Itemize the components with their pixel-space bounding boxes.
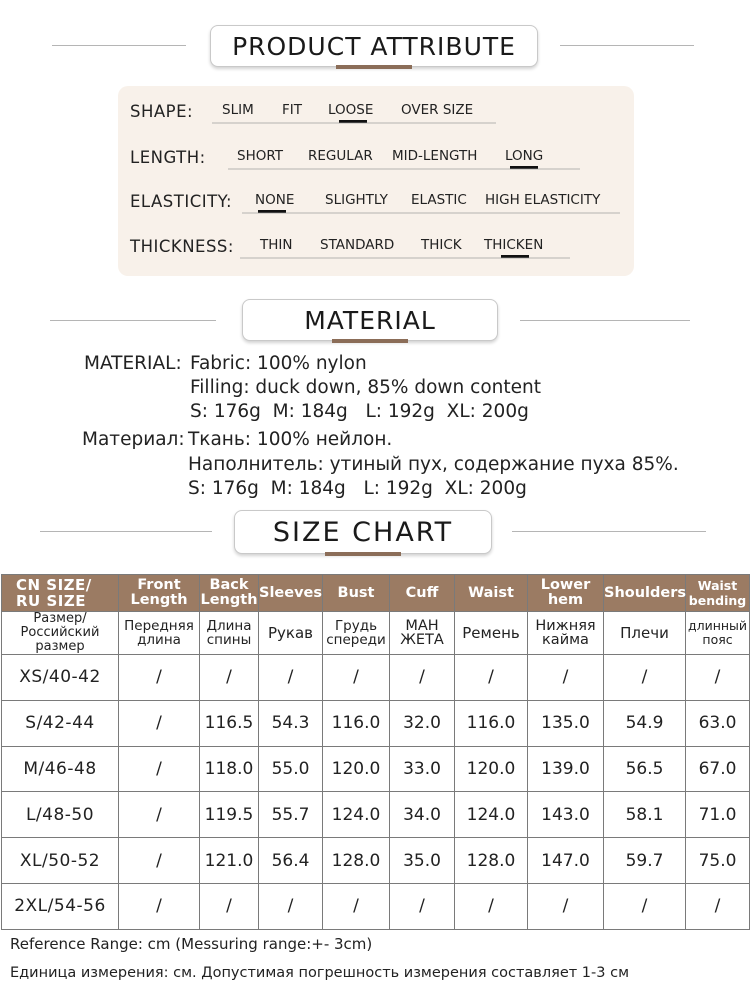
table-row bbox=[2, 655, 750, 701]
table-cell: / bbox=[455, 655, 528, 701]
column-header: Lower hem bbox=[528, 575, 604, 612]
attribute-label: SHAPE: bbox=[130, 102, 194, 121]
option-baseline bbox=[212, 122, 496, 124]
table-cell: 67.0 bbox=[686, 746, 750, 792]
table-cell: 128.0 bbox=[323, 838, 390, 884]
table-cell: 120.0 bbox=[323, 746, 390, 792]
size-cell: M/46-48 bbox=[2, 746, 119, 792]
attribute-label: THICKNESS: bbox=[130, 237, 234, 256]
table-cell: 116.0 bbox=[323, 700, 390, 746]
material-line: Ткань: 100% нейлон. bbox=[188, 429, 393, 450]
material-line: Наполнитель: утиный пух, содержание пуха 85%. bbox=[188, 454, 679, 475]
column-header-ru: Размер/ Российский размер bbox=[2, 612, 119, 655]
table-cell: 120.0 bbox=[455, 746, 528, 792]
table-row bbox=[2, 838, 750, 884]
column-header-ru: Рукав bbox=[259, 612, 323, 655]
attribute-row-length bbox=[118, 144, 634, 184]
column-header: Sleeves bbox=[259, 575, 323, 612]
table-cell: / bbox=[604, 883, 686, 929]
attribute-option: HIGH ELASTICITY bbox=[485, 192, 601, 208]
attribute-option-selected: LONG bbox=[505, 148, 544, 164]
attribute-option: FIT bbox=[282, 102, 302, 118]
attribute-option: THIN bbox=[260, 237, 293, 253]
table-cell: / bbox=[323, 655, 390, 701]
column-header: Back Length bbox=[200, 575, 259, 612]
table-cell: 56.4 bbox=[259, 838, 323, 884]
table-cell: 119.5 bbox=[200, 792, 259, 838]
table-cell: / bbox=[119, 883, 200, 929]
material-section-title bbox=[242, 299, 498, 341]
table-cell: 63.0 bbox=[686, 700, 750, 746]
table-row bbox=[2, 746, 750, 792]
table-cell: 54.9 bbox=[604, 700, 686, 746]
material-line: S: 176g M: 184g L: 192g XL: 200g bbox=[188, 478, 527, 499]
attribute-row-elasticity bbox=[118, 188, 634, 228]
size-cell: XL/50-52 bbox=[2, 838, 119, 884]
column-header: Waist bbox=[455, 575, 528, 612]
divider-left bbox=[52, 45, 186, 46]
table-cell: / bbox=[604, 655, 686, 701]
material-line: Fabric: 100% nylon bbox=[190, 353, 367, 374]
option-baseline bbox=[240, 257, 570, 259]
table-cell: / bbox=[323, 883, 390, 929]
column-header: Front Length bbox=[119, 575, 200, 612]
table-cell: 56.5 bbox=[604, 746, 686, 792]
table-cell: 75.0 bbox=[686, 838, 750, 884]
divider-right bbox=[512, 531, 706, 532]
table-cell: / bbox=[390, 883, 455, 929]
column-header-ru: МАН ЖЕТА bbox=[390, 612, 455, 655]
attribute-option: OVER SIZE bbox=[401, 102, 474, 118]
table-cell: 34.0 bbox=[390, 792, 455, 838]
size-cell: XS/40-42 bbox=[2, 655, 119, 701]
table-cell: 33.0 bbox=[390, 746, 455, 792]
table-row bbox=[2, 792, 750, 838]
table-cell: 118.0 bbox=[200, 746, 259, 792]
divider-left bbox=[40, 531, 212, 532]
title-accent-bar bbox=[325, 552, 401, 556]
table-header-en bbox=[2, 575, 750, 612]
table-cell: 54.3 bbox=[259, 700, 323, 746]
column-header: CN SIZE/ RU SIZE bbox=[2, 575, 119, 612]
column-header-ru: Длина спины bbox=[200, 612, 259, 655]
attribute-option: THICK bbox=[421, 237, 462, 253]
table-cell: 147.0 bbox=[528, 838, 604, 884]
column-header: Cuff bbox=[390, 575, 455, 612]
table-cell: / bbox=[119, 792, 200, 838]
table-cell: 58.1 bbox=[604, 792, 686, 838]
table-cell: 35.0 bbox=[390, 838, 455, 884]
table-cell: / bbox=[200, 883, 259, 929]
table-cell: / bbox=[259, 883, 323, 929]
attribute-option-selected: LOOSE bbox=[328, 102, 374, 118]
divider-right bbox=[560, 45, 694, 46]
table-cell: / bbox=[528, 655, 604, 701]
table-cell: / bbox=[686, 883, 750, 929]
table-cell: / bbox=[390, 655, 455, 701]
table-cell: 55.7 bbox=[259, 792, 323, 838]
attribute-option-selected: THICKEN bbox=[484, 237, 544, 253]
attribute-section-title bbox=[210, 25, 538, 67]
title-accent-bar bbox=[336, 65, 412, 69]
table-row bbox=[2, 700, 750, 746]
table-cell: 121.0 bbox=[200, 838, 259, 884]
reference-range-note-en: Reference Range: cm (Messuring range:+- 3cm) bbox=[10, 935, 373, 953]
column-header-ru: Нижняя кайма bbox=[528, 612, 604, 655]
material-label-en: MATERIAL: bbox=[84, 353, 182, 374]
attribute-panel bbox=[118, 86, 634, 276]
attribute-option: STANDARD bbox=[320, 237, 395, 253]
column-header: Waist bending bbox=[686, 575, 750, 612]
table-cell: 59.7 bbox=[604, 838, 686, 884]
divider-right bbox=[520, 320, 690, 321]
column-header-ru: Ремень bbox=[455, 612, 528, 655]
attribute-option: SLIGHTLY bbox=[325, 192, 388, 208]
attribute-option: SHORT bbox=[237, 148, 283, 164]
attribute-option: REGULAR bbox=[308, 148, 373, 164]
column-header-ru: длинный пояс bbox=[686, 612, 750, 655]
table-cell: / bbox=[259, 655, 323, 701]
size-chart-title-text: SIZE CHART bbox=[272, 516, 454, 548]
attribute-label: LENGTH: bbox=[130, 148, 206, 167]
size-chart-table bbox=[1, 574, 750, 930]
table-cell: 32.0 bbox=[390, 700, 455, 746]
divider-left bbox=[50, 320, 216, 321]
attribute-label: ELASTICITY: bbox=[130, 192, 233, 211]
table-cell: 124.0 bbox=[323, 792, 390, 838]
table-cell: 128.0 bbox=[455, 838, 528, 884]
column-header: Shoulders bbox=[604, 575, 686, 612]
table-cell: 55.0 bbox=[259, 746, 323, 792]
table-cell: / bbox=[686, 655, 750, 701]
size-chart-section-title bbox=[234, 510, 492, 554]
attribute-row-shape bbox=[118, 98, 634, 138]
table-cell: / bbox=[455, 883, 528, 929]
attribute-option: MID-LENGTH bbox=[392, 148, 478, 164]
table-cell: 116.0 bbox=[455, 700, 528, 746]
size-cell: L/48-50 bbox=[2, 792, 119, 838]
attribute-row-thickness bbox=[118, 233, 634, 273]
attribute-option: SLIM bbox=[222, 102, 254, 118]
column-header: Bust bbox=[323, 575, 390, 612]
table-cell: 116.5 bbox=[200, 700, 259, 746]
material-line: S: 176g M: 184g L: 192g XL: 200g bbox=[190, 401, 529, 422]
table-cell: 71.0 bbox=[686, 792, 750, 838]
material-line: Filling: duck down, 85% down content bbox=[190, 377, 541, 398]
table-cell: / bbox=[200, 655, 259, 701]
material-title-text: MATERIAL bbox=[304, 305, 436, 335]
option-baseline bbox=[228, 168, 580, 170]
table-cell: / bbox=[119, 700, 200, 746]
attribute-option: ELASTIC bbox=[411, 192, 467, 208]
table-row bbox=[2, 883, 750, 929]
table-header-ru bbox=[2, 612, 750, 655]
reference-range-note-ru: Единица измерения: см. Допустимая погрешность измерения составляет 1-3 см bbox=[10, 965, 630, 981]
attribute-option-selected: NONE bbox=[255, 192, 295, 208]
size-cell: 2XL/54-56 bbox=[2, 883, 119, 929]
table-cell: 124.0 bbox=[455, 792, 528, 838]
table-cell: / bbox=[528, 883, 604, 929]
title-accent-bar bbox=[332, 339, 408, 343]
table-cell: 135.0 bbox=[528, 700, 604, 746]
table-cell: 139.0 bbox=[528, 746, 604, 792]
option-baseline bbox=[242, 212, 620, 214]
column-header-ru: Передняя длина bbox=[119, 612, 200, 655]
column-header-ru: Грудь спереди bbox=[323, 612, 390, 655]
size-cell: S/42-44 bbox=[2, 700, 119, 746]
table-cell: / bbox=[119, 655, 200, 701]
table-cell: 143.0 bbox=[528, 792, 604, 838]
table-cell: / bbox=[119, 838, 200, 884]
column-header-ru: Плечи bbox=[604, 612, 686, 655]
material-label-ru: Материал: bbox=[82, 429, 185, 450]
attribute-title-text: PRODUCT ATTRIBUTE bbox=[232, 31, 516, 61]
table-cell: / bbox=[119, 746, 200, 792]
